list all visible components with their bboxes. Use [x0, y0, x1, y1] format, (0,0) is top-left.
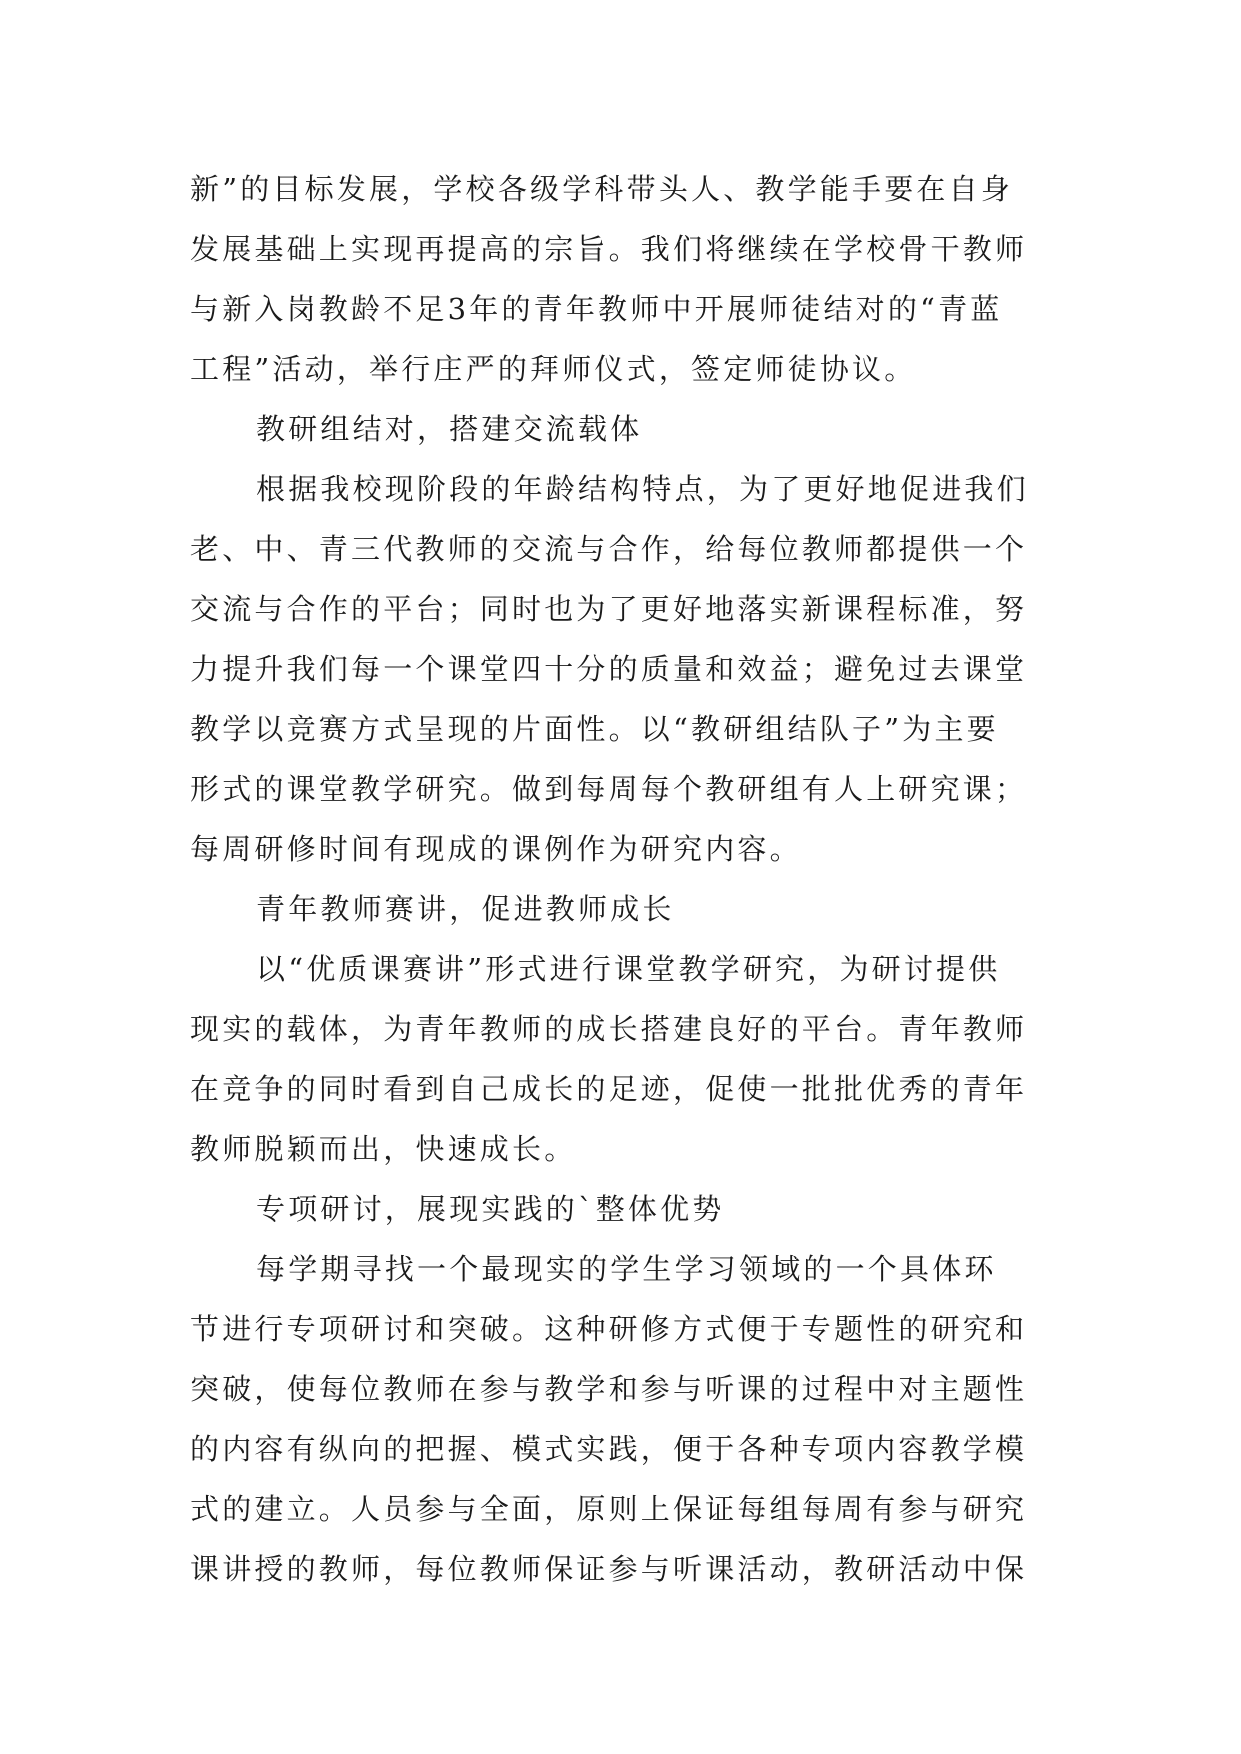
text-line: 课讲授的教师，每位教师保证参与听课活动，教研活动中保: [190, 1552, 1028, 1586]
text-line: 教师脱颖而出，快速成长。: [190, 1132, 577, 1166]
text-line: 专项研讨，展现实践的`整体优势: [256, 1192, 725, 1226]
text-line: 每学期寻找一个最现实的学生学习领域的一个具体环: [256, 1252, 997, 1286]
text-line: 青年教师赛讲，促进教师成长: [256, 892, 675, 926]
text-line: 老、中、青三代教师的交流与合作，给每位教师都提供一个: [190, 532, 1028, 566]
text-line: 的内容有纵向的把握、模式实践，便于各种专项内容教学模: [190, 1432, 1028, 1466]
document-body: [190, 159, 1070, 1599]
text-line: 节进行专项研讨和突破。这种研修方式便于专题性的研究和: [190, 1312, 1028, 1346]
text-line: 现实的载体，为青年教师的成长搭建良好的平台。青年教师: [190, 1012, 1028, 1046]
text-line: 与新入岗教龄不足3年的青年教师中开展师徒结对的“青蓝: [190, 292, 1003, 326]
text-line: 每周研修时间有现成的课例作为研究内容。: [190, 832, 802, 866]
text-line: 突破，使每位教师在参与教学和参与听课的过程中对主题性: [190, 1372, 1028, 1406]
text-line: 根据我校现阶段的年龄结构特点，为了更好地促进我们: [256, 472, 1029, 506]
text-line: 形式的课堂教学研究。做到每周每个教研组有人上研究课；: [190, 772, 1028, 806]
text-line: 交流与合作的平台；同时也为了更好地落实新课程标准，努: [190, 592, 1028, 626]
text-line: 新”的目标发展，学校各级学科带头人、教学能手要在自身: [190, 172, 1014, 206]
text-line: 以“优质课赛讲”形式进行课堂教学研究，为研讨提供: [256, 952, 1001, 986]
text-line: 力提升我们每一个课堂四十分的质量和效益；避免过去课堂: [190, 652, 1028, 686]
text-line: 教研组结对，搭建交流载体: [256, 412, 643, 446]
text-line: 式的建立。人员参与全面，原则上保证每组每周有参与研究: [190, 1492, 1028, 1526]
text-line: 发展基础上实现再提高的宗旨。我们将继续在学校骨干教师: [190, 232, 1028, 266]
text-line: 在竞争的同时看到自己成长的足迹，促使一批批优秀的青年: [190, 1072, 1028, 1106]
text-line: 教学以竞赛方式呈现的片面性。以“教研组结队子”为主要: [190, 712, 999, 746]
text-line: 工程”活动，举行庄严的拜师仪式，签定师徒协议。: [190, 352, 917, 386]
